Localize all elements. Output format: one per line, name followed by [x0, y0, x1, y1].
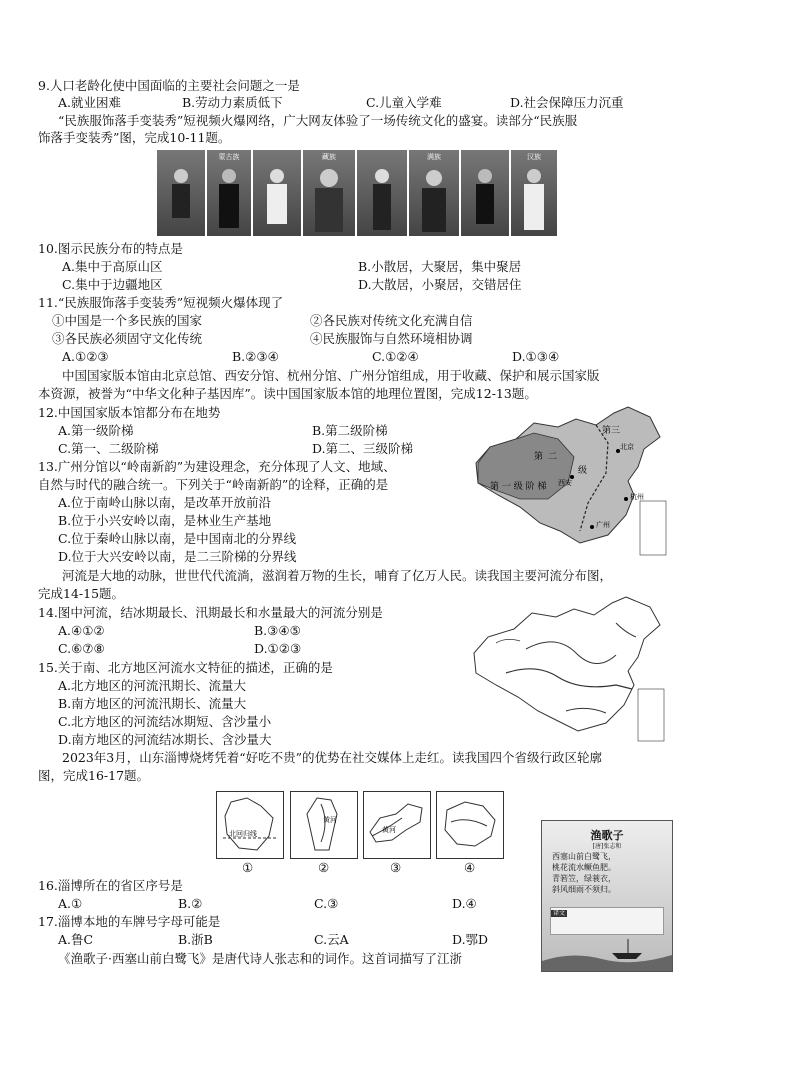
poem-note-label: 译文: [553, 910, 566, 917]
q15-option-b: B.南方地区的河流汛期长、流量大: [58, 696, 247, 711]
q10-option-a: A.集中于高原山区: [62, 259, 163, 274]
q16-option-b: B.②: [178, 896, 203, 911]
map1-hangzhou-label: 杭州: [630, 493, 644, 501]
map1-beijing-label: 北京: [620, 443, 634, 451]
q11-option-c: C.①②④: [372, 349, 419, 364]
q17-option-d: D.鄂D: [452, 932, 489, 947]
q13-stem-line2: 自然与时代的融合统一。下列关于“岭南新韵”的诠释，正确的是: [38, 477, 389, 492]
q11-statement-4: ④民族服饰与自然环境相协调: [310, 331, 473, 346]
poem-line-3: 青箬笠，绿蓑衣，: [552, 874, 616, 883]
q12-stem: 12.中国国家版本馆都分布在地势: [38, 405, 221, 420]
q13-option-c: C.位于秦岭山脉以南，是中国南北的分界线: [58, 531, 297, 546]
q17-stem: 17.淄博本地的车牌号字母可能是: [38, 914, 221, 929]
q11-option-b: B.②③④: [232, 349, 279, 364]
q11-statement-3: ③各民族必须固守文化传统: [52, 331, 203, 346]
q16-stem: 16.淄博所在的省区序号是: [38, 878, 183, 893]
poem-line-2: 桃花流水鳜鱼肥。: [552, 863, 616, 872]
costume-photo-tibetan: 藏族: [303, 150, 355, 236]
q9-stem: 9.人口老龄化使中国面临的主要社会问题之一是: [38, 78, 300, 93]
rivers-map: [466, 593, 666, 743]
q14-stem: 14.图中河流，结冰期最长、汛期最长和水量最大的河流分别是: [38, 605, 383, 620]
outline-label-1: ①: [242, 860, 254, 875]
poem-author: [唐]张志和: [592, 843, 622, 850]
q14-option-b: B.③④⑤: [254, 623, 301, 638]
costume-photo-5: [357, 150, 407, 236]
q14-option-c: C.⑥⑦⑧: [58, 641, 105, 656]
q12-option-c: C.第一、二级阶梯: [58, 441, 159, 456]
q16-option-d: D.④: [452, 896, 477, 911]
q17-option-c: C.云A: [314, 932, 349, 947]
terrain-steps-map: [468, 403, 668, 559]
q9-option-b: B.劳动力素质低下: [182, 95, 283, 110]
intro-14-15-line1: 河流是大地的动脉，世世代代流淌，滋润着万物的生长，哺育了亿万人民。读我国主要河流分布图，: [62, 568, 613, 583]
map1-xian-label: 西安: [558, 479, 572, 487]
outline-label-4: ④: [464, 860, 476, 875]
intro-10-11-line2: 饰落手变装秀”图，完成10-11题。: [38, 130, 231, 145]
q11-option-a: A.①②③: [62, 349, 109, 364]
intro-10-11-line1: “民族服饰落手变装秀”短视频火爆网络，广大网友体验了一场传统文化的盛宴。读部分“民族服: [58, 113, 578, 128]
poem-line-4: 斜风细雨不须归。: [552, 885, 616, 894]
outline-label-2: ②: [318, 860, 330, 875]
map1-step2-label-a: 第: [534, 452, 544, 462]
intro-16-17-line2: 图，完成16-17题。: [38, 768, 150, 783]
intro-16-17-line1: 2023年3月，山东淄博烧烤凭着“好吃不贵”的优势在社交媒体上走红。读我国四个省级行政区轮廓: [62, 750, 603, 765]
province-outline-3: [363, 791, 431, 859]
q13-option-b: B.位于小兴安岭以南，是林业生产基地: [58, 513, 272, 528]
q12-option-d: D.第二、三级阶梯: [312, 441, 414, 456]
map1-guangzhou-label: 广州: [596, 521, 610, 529]
q15-option-a: A.北方地区的河流汛期长、流量大: [58, 678, 247, 693]
costume-photo-mongol: 蒙古族: [207, 150, 251, 236]
q10-stem: 10.图示民族分布的特点是: [38, 241, 183, 256]
outline3-river-label: 黄河: [382, 826, 396, 834]
q9-option-c: C.儿童入学难: [366, 95, 442, 110]
q10-option-b: B.小散居，大聚居，集中聚居: [358, 259, 522, 274]
outline-label-3: ③: [390, 860, 402, 875]
intro-poem-line1: 《渔歌子·西塞山前白鹭飞》是唐代诗人张志和的词作。这首词描写了江浙: [58, 951, 462, 966]
q14-option-d: D.①②③: [254, 641, 302, 656]
boat-scene-icon: [542, 931, 672, 971]
q16-option-a: A.①: [58, 896, 83, 911]
q11-stem: 11.“民族服饰落手变装秀”短视频火爆体现了: [38, 295, 284, 310]
q13-option-a: A.位于南岭山脉以南，是改革开放前沿: [58, 495, 272, 510]
q16-option-c: C.③: [314, 896, 339, 911]
outline2-river-label: 黄河: [323, 816, 337, 824]
q10-option-c: C.集中于边疆地区: [62, 277, 163, 292]
q9-option-a: A.就业困难: [58, 95, 122, 110]
province-outline-4: [436, 791, 504, 859]
intro-12-13-line2: 本资源，被誉为“中华文化种子基因库”。读中国国家版本馆的地理位置图，完成12-13题。: [38, 386, 537, 401]
costume-photo-manchu: 满族: [409, 150, 459, 236]
outline1-tropic-label: 北回归线: [229, 830, 257, 838]
poem-text: [552, 851, 616, 895]
q13-stem-line1: 13.广州分馆以“岭南新韵”为建设理念，充分体现了人文、地域、: [38, 459, 396, 474]
q15-option-c: C.北方地区的河流结冰期短、含沙量小: [58, 714, 272, 729]
map1-step2-label-c: 级: [578, 466, 588, 476]
q14-option-a: A.④①②: [58, 623, 105, 638]
map1-step3-label: 第三: [602, 426, 621, 436]
q9-option-d: D.社会保障压力沉重: [510, 95, 624, 110]
costume-photo-1: [157, 150, 205, 236]
map1-step1-label: 第 一 级 阶 梯: [490, 482, 547, 492]
costume-photo-3: [253, 150, 301, 236]
intro-14-15-line2: 完成14-15题。: [38, 586, 125, 601]
poem-title: 渔歌子: [590, 829, 624, 842]
province-outline-2: [290, 791, 358, 859]
q17-option-b: B.浙B: [178, 932, 213, 947]
q11-statement-1: ①中国是一个多民族的国家: [52, 313, 203, 328]
q10-option-d: D.大散居，小聚居，交错居住: [358, 277, 522, 292]
q11-statement-2: ②各民族对传统文化充满自信: [310, 313, 473, 328]
costume-photo-7: [461, 150, 509, 236]
intro-12-13-line1: 中国国家版本馆由北京总馆、西安分馆、杭州分馆、广州分馆组成，用于收藏、保护和展示国家版: [62, 368, 600, 383]
map1-step2-label-b: 二: [548, 452, 558, 462]
costume-photo-han: 汉族: [511, 150, 557, 236]
q17-option-a: A.鲁C: [58, 932, 94, 947]
q13-option-d: D.位于大兴安岭以南，是二三阶梯的分界线: [58, 549, 297, 564]
q15-option-d: D.南方地区的河流结冰期长、含沙量大: [58, 732, 272, 747]
q12-option-a: A.第一级阶梯: [58, 423, 134, 438]
q12-option-b: B.第二级阶梯: [312, 423, 388, 438]
q11-option-d: D.①③④: [512, 349, 560, 364]
q15-stem: 15.关于南、北方地区河流水文特征的描述，正确的是: [38, 660, 333, 675]
poem-illustration: [541, 820, 673, 972]
province-outline-1: [216, 791, 284, 859]
poem-line-1: 西塞山前白鹭飞，: [552, 852, 616, 861]
